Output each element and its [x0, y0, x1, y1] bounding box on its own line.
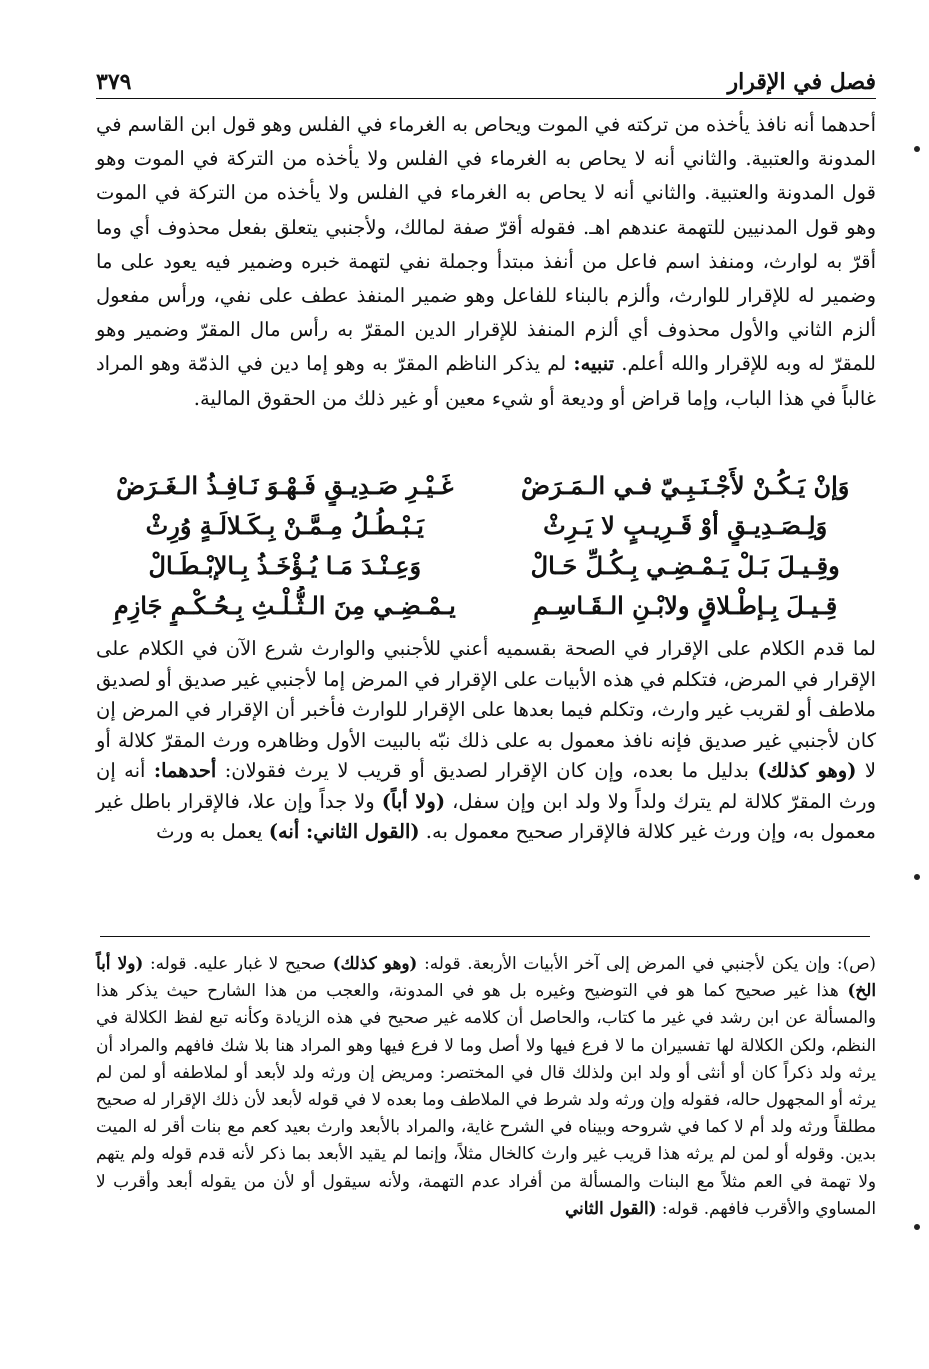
commentary-bold: (ولا أباً): [381, 789, 446, 813]
footnote-bold: (ولا أباً الخ): [96, 953, 876, 1001]
verse-second-hemistich: يـمْـضِـي مِنَ الـثُّـلْـثِ بِـحُـكْـمٍ جَازِمِ: [113, 591, 456, 620]
page-header: [96, 55, 876, 95]
commentary-bold: أحدهما:: [153, 759, 217, 782]
footnote-block: [96, 950, 876, 1222]
tanbih-text: لم يذكر الناظم المقرّ به وهو إما دين في الذمّة وهو المراد غالباً في هذا الباب، وإما قراض أو وديعة أو شيء معين أو غير ذلك من الحقوق المالية.: [96, 352, 876, 410]
section-title: فصل في الإقرار: [727, 69, 876, 95]
footnote-text: (ص): وإن يكن لأجنبي في المرض إلى آخر الأبيات الأربعة. قوله:: [424, 953, 876, 973]
main-paragraph: [96, 108, 876, 416]
commentary-text: لما قدم الكلام على الإقرار في الصحة بقسميه أعني للأجنبي والوارث شرع الآن في الكلام على الإقرار في المرض، فتكلم في هذه الأبيات على الإقرار في المرض إما لأجنبي غير صديق أو لصديق ملاطف أو لقريب غير وارث، وتكلم فيما بعدها على الإقرار للوارث فأخبر أن الإقرار في المرض إن كان لأجنبي غير صديق فإنه نافذ معمول به على ذلك نبّه بالبيت الأول وظاهره ورث المقرّ كلالة أو لا: [96, 637, 876, 782]
margin-dot: [914, 874, 920, 880]
commentary-bold: (القول الثاني: أنه): [268, 820, 420, 843]
commentary-block: [96, 634, 876, 848]
margin-dot: [914, 146, 920, 152]
main-text-block: [96, 108, 876, 416]
footnote-text: صحيح لا غبار عليه. قوله:: [150, 953, 326, 973]
commentary-bold: (وهو كذلك): [757, 759, 857, 782]
verse-line: [100, 546, 870, 586]
verse-line: [100, 466, 870, 506]
footnote-bold: (وهو كذلك): [332, 953, 418, 973]
verse-line: [100, 586, 870, 626]
commentary-text: ولا جداً وإن علا، فالإقرار باطل غير معمول به، وإن ورث غير كلالة فالإقرار صحيح معمول به.: [96, 789, 876, 843]
verse-line: [100, 506, 870, 546]
footnote-text: هذا غير صحيح كما هو في التوضيح وغيره بل هو في المدونة، والعجب من هذا الشارح حيث يذكر هذا والمسألة عن ابن رشد في غير ما كتاب، والحاصل أن كلامه غير صحيح في هذه الزيادة وكأنه تبع لفظ الكلالة في النظم، ولكن الكلالة لها تفسيران ما لا فرع فيها ولا أصل وما لا فرع فيها وهو المراد هنا بلا شك فافهم والمراد أن يرثه ولد ذكراً كان أو أنثى أو ولد ابن ولذلك قال في المختصر: ومريض إن ورثه ولد لأبعد أو لملاطفه أو لمن لم يرثه أو المجهول حاله، فقوله وإن ورثه ولد شرط في الملاطف وما بعده لا في قوله لأبعد لأن ذلك الإقرار له صحيح مطلقاً ورثه ولد أم لا كما في شروحه وبيناه في الشرح غاية، والمراد بالأبعد وارث بعيد كعم مع بنات أقر له الميت بدين. وقوله أو لمن لم يرثه هذا قريب غير وارث كالخال مثلاً، وإنما لم يقيد الأبعد بما ذكر لأنه قدم قوله ولم يتهم ولا تهمة في العم مثلاً مع البنات والمسألة من أفراد عدم التهمة، ولأنه سيقول أو لأن من يقوله أبعد وأقرب لا المساوي والأقرب فافهم. قوله:: [96, 980, 876, 1218]
main-text: أحدهما أنه نافذ يأخذه من تركته في الموت ويحاص به الغرماء في الفلس وهو قول ابن القاسم في المدونة والعتبية. والثاني أنه لا يحاص به الغرماء في الفلس ولا يأخذه من التركة في الموت وهو قول المدونة والعتبية. والثاني أنه لا يحاص به الغرماء في الفلس ولا يأخذه من التركة في الموت وهو قول المدنيين للتهمة عندهم اهـ. فقوله أقرّ صفة لمالك، ولأجنبي يتعلق بفعل محذوف أي وما أقرّ به لوارث، ومنفذ اسم فاعل من أنفذ مبتدأ وجملة نفي لتهمة خبره وضمير فيه يعود على ما وضمير له للإقرار للوارث، وألزم بالبناء للفاعل وهو ضمير المنفذ عطف على نفي، ورأس مفعول ألزم الثاني والأول محذوف أي ألزم المنفذ للإقرار الدين المقرّ به رأس مال المقرّ وضمير وهو للمقرّ له وبه للإقرار والله أعلم.: [96, 113, 876, 376]
verse-block: [100, 466, 870, 626]
verse-first-hemistich: وَلِـصَـدِيـقٍ أوْ قَـرِيـبٍ لا يَـرِثْ: [543, 511, 828, 540]
verse-second-hemistich: غَـيْـرِ صَـدِيـقٍ فَـهْـوَ نَـافِـذُ الـغَـرَضْ: [116, 471, 454, 500]
tanbih-label: تنبيه:: [573, 352, 615, 376]
footnote-separator: [100, 936, 870, 937]
commentary-text: أنه إن ورث المقرّ كلالة لم يترك ولداً ولا ولد ابن وإن سفل،: [96, 759, 877, 813]
footnote-bold: (القول الثاني: [565, 1197, 657, 1218]
verse-first-hemistich: قِـيـلَ بِـإطْـلاقٍ ولابْـنِ الـقَـاسِـمِ: [533, 591, 838, 620]
commentary-text: بدليل ما بعده، وإن كان الإقرار لصديق أو قريب لا يرث فقولان:: [224, 759, 749, 782]
verse-second-hemistich: يَـبْـطُـلُ مِـمَّـنْ بِـكَـلالَـةٍ وُرِثْ: [145, 511, 424, 540]
commentary-text: يعمل به ورث: [156, 820, 263, 843]
header-rule: [96, 98, 876, 99]
verse-second-hemistich: وَعِـنْـدَ مَـا يُـؤْخَـذُ بِـالإبْـطَـالْ: [148, 551, 422, 580]
verse-first-hemistich: وَإنْ يَـكُـنْ لأَجْـنَـبِـيّ فـي الـمَـرَضْ: [521, 471, 850, 500]
verse-first-hemistich: وقِـيـلَ بَـلْ يَـمْـضِـي بِـكُـلِّ حَـالْ: [530, 551, 840, 580]
page-number: ٣٧٩: [96, 69, 132, 95]
margin-dot: [914, 1224, 920, 1230]
